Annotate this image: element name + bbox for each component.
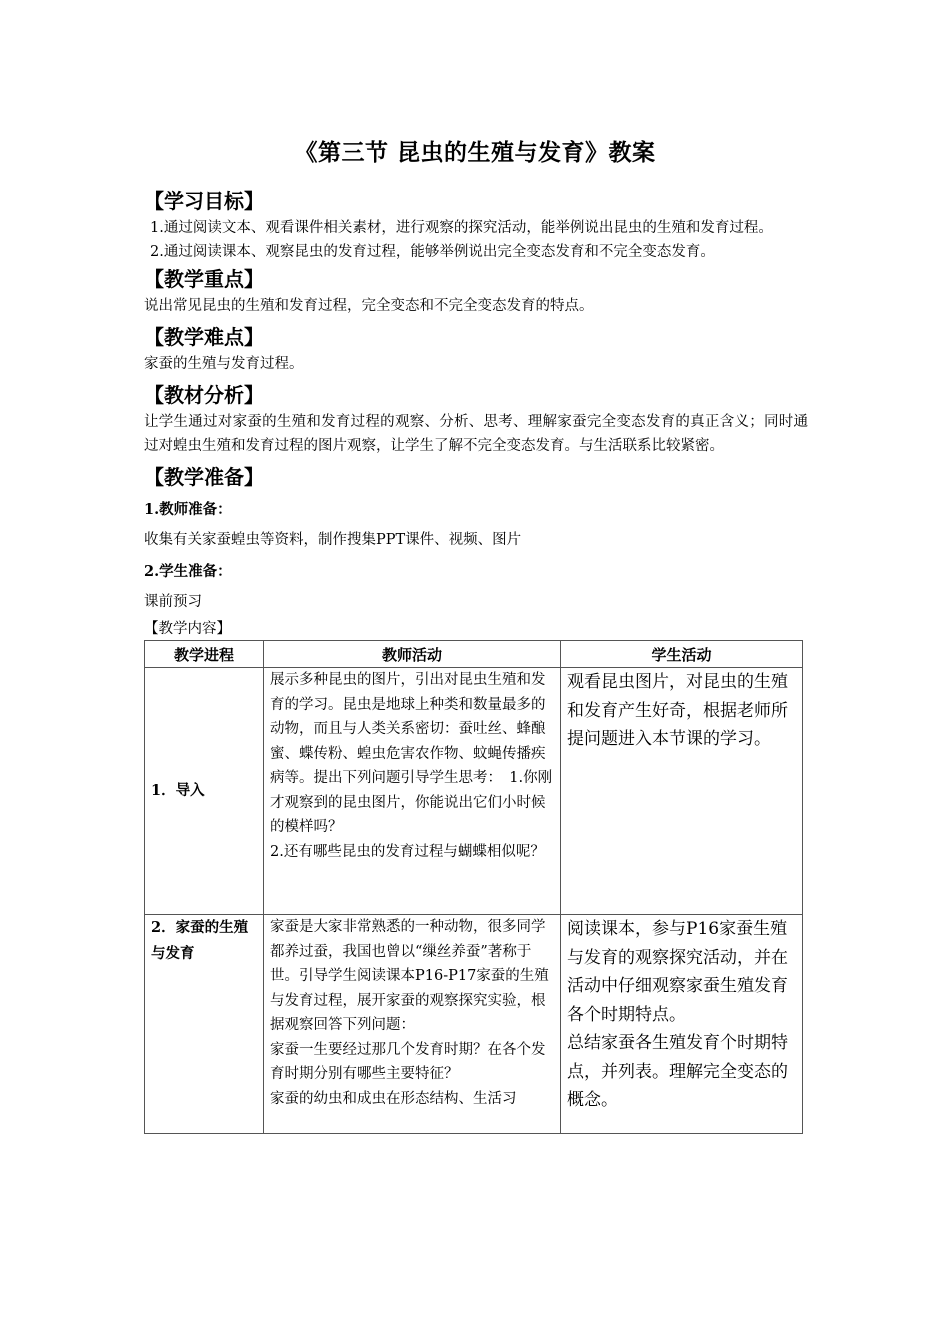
header-stage: 教学进程	[145, 641, 264, 668]
stage-cell	[145, 915, 264, 1134]
analysis-text: 让学生通过对家蚕的生殖和发育过程的观察、分析、思考、理解家蚕完全变态发育的真正含义；同时通过对蝗虫生殖和发育过程的图片观察，让学生了解不完全变态发育。与生活联系比较紧密。	[144, 414, 808, 454]
goal-item-2: 2.通过阅读课本、观察昆虫的发育过程，能够举例说出完全变态发育和不完全变态发育。	[150, 244, 715, 260]
student-para: 阅读课本，参与P16家蚕生殖与发育的观察探究活动，并在活动中仔细观察家蚕生殖发育各个时期特点。	[567, 919, 788, 1025]
teacher-cell	[264, 915, 561, 1134]
header-teacher: 教师活动	[264, 641, 561, 668]
stage-label: 2．家蚕的生殖与发育	[151, 919, 249, 962]
teacher-para: 家蚕的幼虫和成虫在形态结构、生活习	[270, 1090, 517, 1107]
student-para: 观看昆虫图片，对昆虫的生殖和发育产生好奇，根据老师所提问题进入本节课的学习。	[567, 672, 788, 749]
student-cell	[561, 668, 803, 915]
goals-heading: 【学习目标】	[144, 189, 264, 213]
teacher-prep-text: 收集有关家蚕蝗虫等资料，制作搜集PPT课件、视频、图片	[144, 532, 522, 548]
analysis-heading: 【教材分析】	[144, 383, 264, 407]
teacher-para: 2.还有哪些昆虫的发育过程与蝴蝶相似呢？	[270, 843, 545, 860]
teacher-para: 家蚕一生要经过那几个发育时期？在各个发育时期分别有哪些主要特征？	[270, 1041, 546, 1082]
lesson-table	[144, 640, 803, 1134]
document-body	[144, 186, 808, 1134]
student-prep-text: 课前预习	[144, 594, 202, 610]
teacher-para: 家蚕是大家非常熟悉的一种动物，很多同学都养过蚕，我国也曾以“缫丝养蚕”著称于世。引导学生阅读课本P16-P17家蚕的生殖与发育过程，展开家蚕的观察探究实验，根据观察回答下列问题：	[270, 919, 549, 1033]
stage-cell	[145, 668, 264, 915]
header-student: 学生活动	[561, 641, 803, 668]
teacher-prep-label: 1.教师准备：	[144, 501, 232, 518]
table-label: 【教学内容】	[144, 621, 231, 637]
student-cell	[561, 915, 803, 1134]
page-title: 《第三节 昆虫的生殖与发育》教案	[294, 139, 656, 166]
teacher-para: 展示多种昆虫的图片，引出对昆虫生殖和发育的学习。昆虫是地球上种类和数量最多的动物，而且与人类关系密切：蚕吐丝、蜂酿蜜、蝶传粉、蝗虫危害农作物、蚊蝇传播疾病等。提出下列问题引导学生思考： 1.你刚才观察到的昆虫图片，你能说出它们小时候的模样吗？	[270, 672, 553, 835]
teacher-cell-clip	[270, 915, 554, 1133]
key-points-heading: 【教学重点】	[144, 267, 264, 291]
goal-item-1: 1.通过阅读文本、观看课件相关素材，进行观察的探究活动，能举例说出昆虫的生殖和发育过程。	[150, 220, 773, 236]
table-header-row	[145, 641, 803, 668]
difficulties-text: 家蚕的生殖与发育过程。	[144, 356, 304, 372]
student-para: 总结家蚕各生殖发育个时期特点，并列表。理解完全变态的概念。	[567, 1033, 788, 1110]
key-points-text: 说出常见昆虫的生殖和发育过程，完全变态和不完全变态发育的特点。	[144, 298, 594, 314]
preparation-heading: 【教学准备】	[144, 465, 264, 489]
difficulties-heading: 【教学难点】	[144, 325, 264, 349]
student-prep-label: 2.学生准备：	[144, 563, 232, 580]
table-row	[145, 915, 803, 1134]
stage-label: 1．导入	[151, 782, 205, 799]
teacher-cell	[264, 668, 561, 915]
table-row	[145, 668, 803, 915]
